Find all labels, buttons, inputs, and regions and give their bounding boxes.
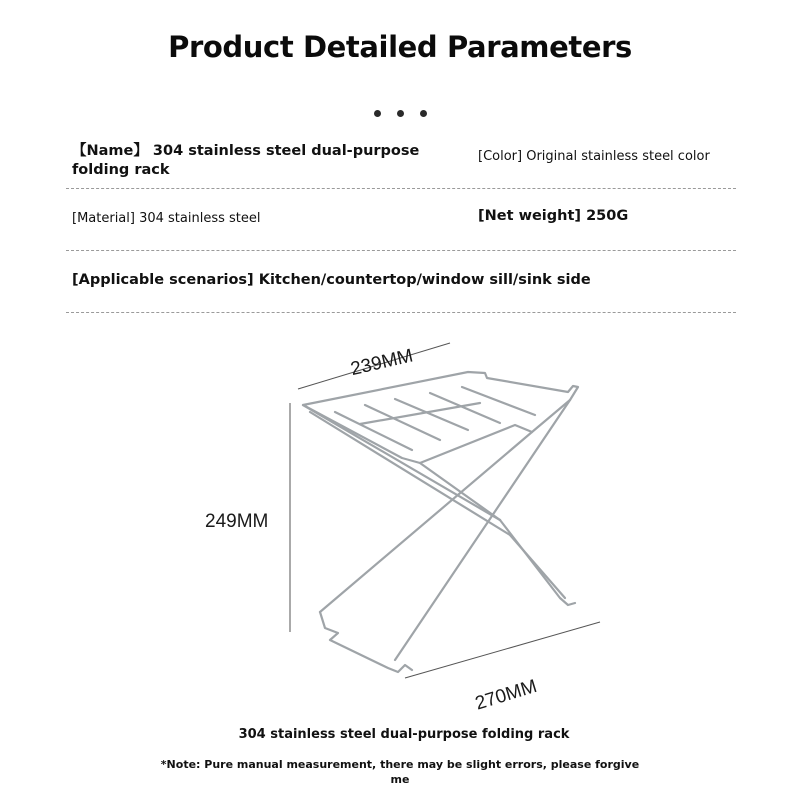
depth-label: 270MM	[472, 675, 540, 715]
param-color: [Color] Original stainless steel color	[478, 149, 710, 164]
param-scenarios: [Applicable scenarios] Kitchen/countertop/window sill/sink side	[72, 272, 591, 288]
param-material: [Material] 304 stainless steel	[72, 211, 261, 226]
height-label: 249MM	[205, 511, 269, 532]
param-name: 【Name】 304 stainless steel dual-purpose folding rack	[72, 143, 420, 178]
measurement-note: *Note: Pure manual measurement, there may be slight errors, please forgive me	[160, 758, 640, 786]
dimension-lines	[290, 343, 600, 678]
page-title: Product Detailed Parameters	[168, 30, 632, 64]
product-caption: 304 stainless steel dual-purpose folding rack	[238, 727, 570, 742]
folding-rack-illustration	[303, 372, 578, 672]
width-label: 239MM	[348, 345, 416, 381]
param-net-weight: [Net weight] 250G	[478, 208, 629, 224]
